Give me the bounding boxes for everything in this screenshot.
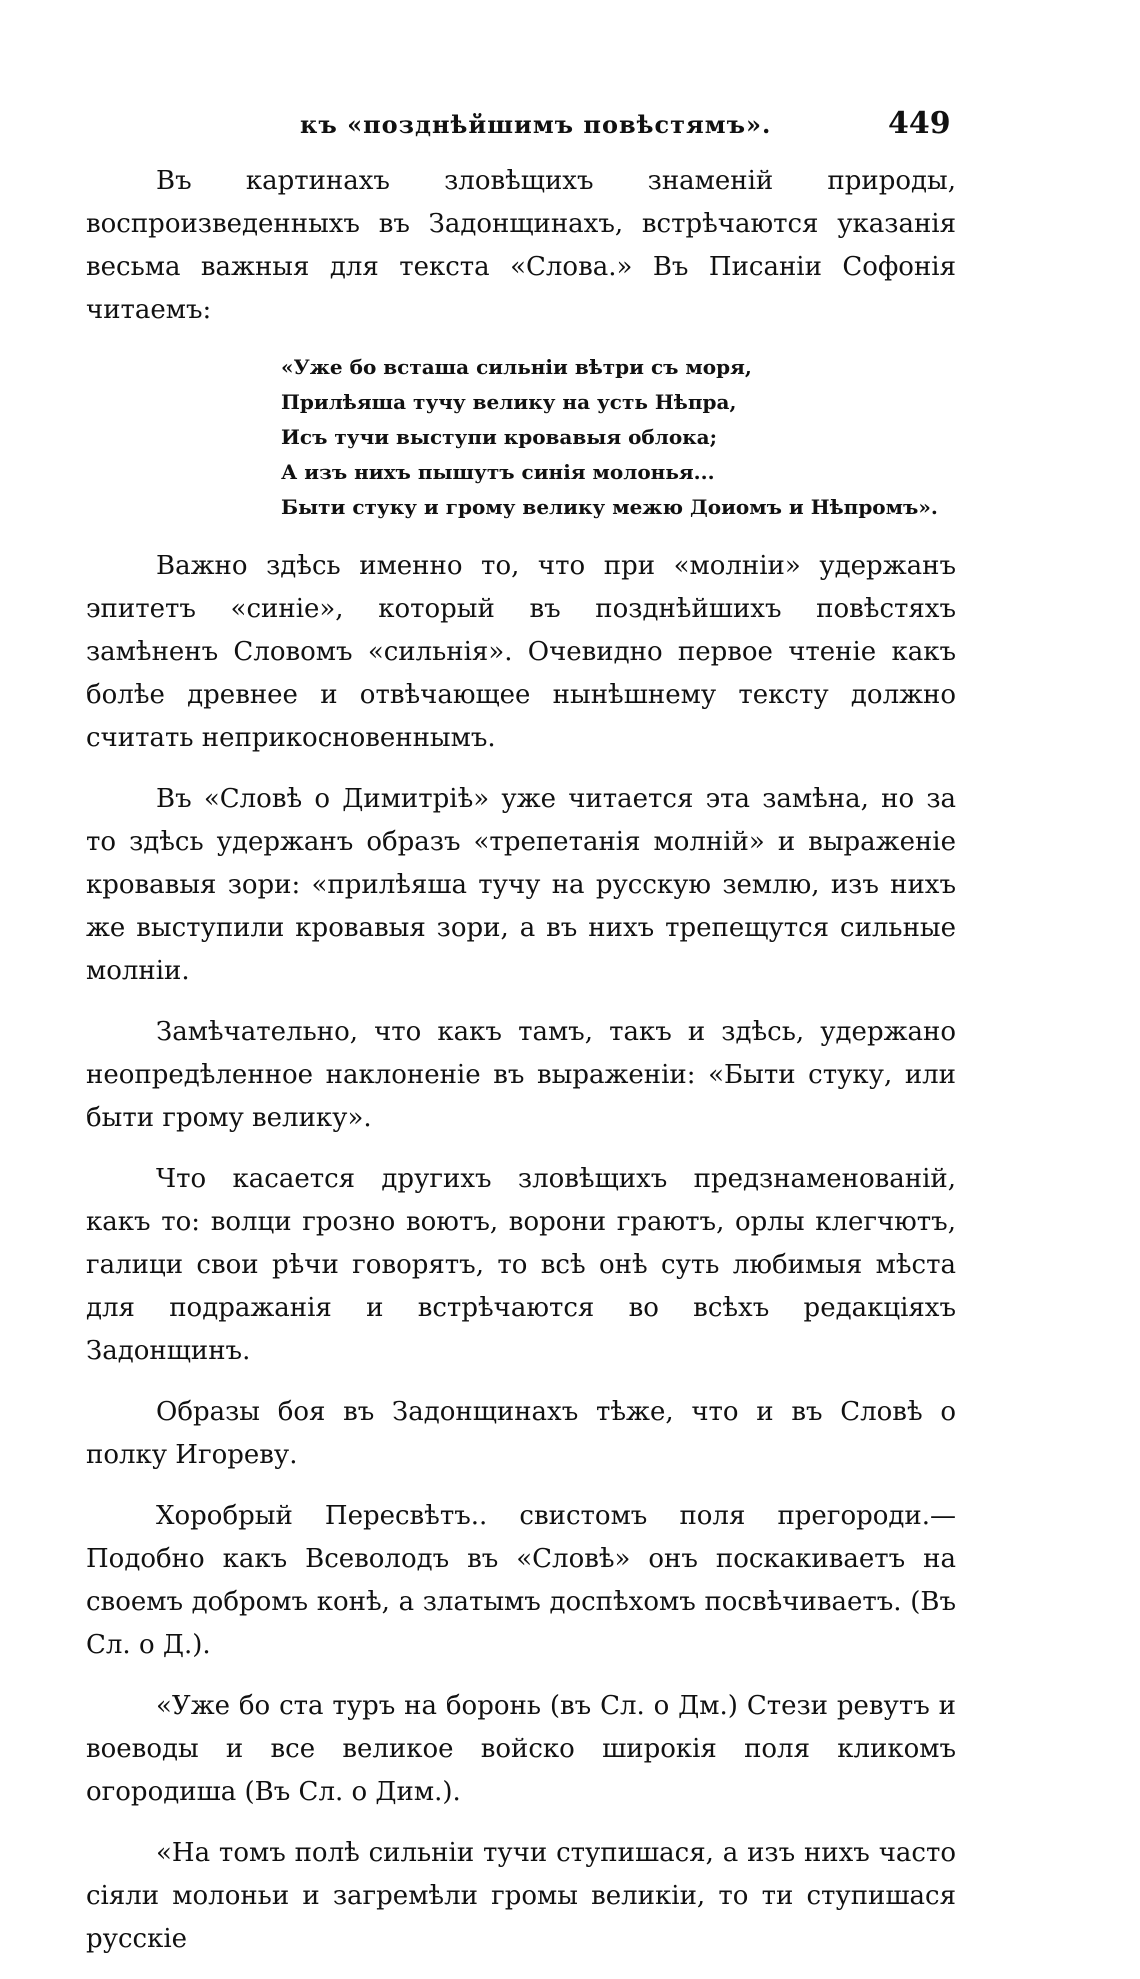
paragraph: Что касается другихъ зловѣщихъ предзнаменованій, какъ то: волци грозно воютъ, ворони граютъ, орлы клегчютъ, галици свои рѣчи говорятъ, то всѣ онѣ суть любимыя мѣста для подражанія и встрѣчаются во всѣхъ редакціяхъ Задонщинъ.	[86, 1164, 956, 1366]
paragraph: «На томъ полѣ сильніи тучи ступишася, а изъ нихъ часто сіяли молоньи и загремѣли громы великіи, то ти ступишася русскіе	[86, 1838, 956, 1954]
verse-line: Прилѣяша тучу велику на усть Нѣпра,	[281, 390, 737, 414]
verse-line: «Уже бо вcташа сильнiи вѣтри съ моря,	[281, 355, 752, 379]
paragraph: Замѣчательно, что какъ тамъ, такъ и здѣсь, удержано неопредѣленное наклоненіе въ выраженіи: «Быти стуку, или быти грому велику».	[86, 1017, 956, 1133]
paragraph: Въ картинахъ зловѣщихъ знаменій природы, воспроизведенныхъ въ Задонщинахъ, встрѣчаются указанія весьма важныя для текста «Слова.» Въ Писаніи Софонія читаемъ:	[86, 166, 956, 325]
running-title: къ «позднѣйшимъ повѣстямъ».	[300, 110, 772, 139]
page-number: 449	[888, 106, 951, 141]
paragraph: Въ «Словѣ о Димитріѣ» уже читается эта замѣна, но за то здѣсь удержанъ образъ «трепетанія молній» и выраженіе кровавыя зори: «прилѣяша тучу на русскую землю, изъ нихъ же выступили кровавыя зори, а въ нихъ трепещутся сильные молніи.	[86, 784, 956, 986]
paragraph: Хоробрый Пересвѣтъ.. свистомъ поля прегороди.—Подобно какъ Всеволодъ въ «Словѣ» онъ поскакиваетъ на своемъ добромъ конѣ, а златымъ доспѣхомъ посвѣчиваетъ. (Въ Сл. о Д.).	[86, 1501, 956, 1660]
paragraph: Важно здѣсь именно то, что при «молніи» удержанъ эпитетъ «синіе», который въ позднѣйшихъ повѣстяхъ замѣненъ Словомъ «сильнія». Очевидно первое чтеніе какъ болѣе древнее и отвѣчающее нынѣшнему тексту должно считать неприкосновеннымъ.	[86, 551, 956, 753]
paragraph: «Уже бо ста туръ на боронь (въ Сл. о Дм.) Стези ревутъ и воеводы и все великое войско широкія поля кликомъ огородиша (Въ Сл. о Дим.).	[86, 1691, 956, 1807]
verse-line: Быти стуку и грому велику межю Доиомъ и Нѣпромъ».	[281, 495, 938, 519]
paragraph: Образы боя въ Задонщинахъ тѣже, что и въ Словѣ о полку Игореву.	[86, 1397, 956, 1470]
verse-line: Исъ тучи выступи кровавыя облока;	[281, 425, 717, 449]
main-text	[86, 160, 956, 1979]
verse-quote	[281, 350, 956, 525]
verse-line: А изъ нихъ пышутъ синiя молонья...	[281, 460, 715, 484]
